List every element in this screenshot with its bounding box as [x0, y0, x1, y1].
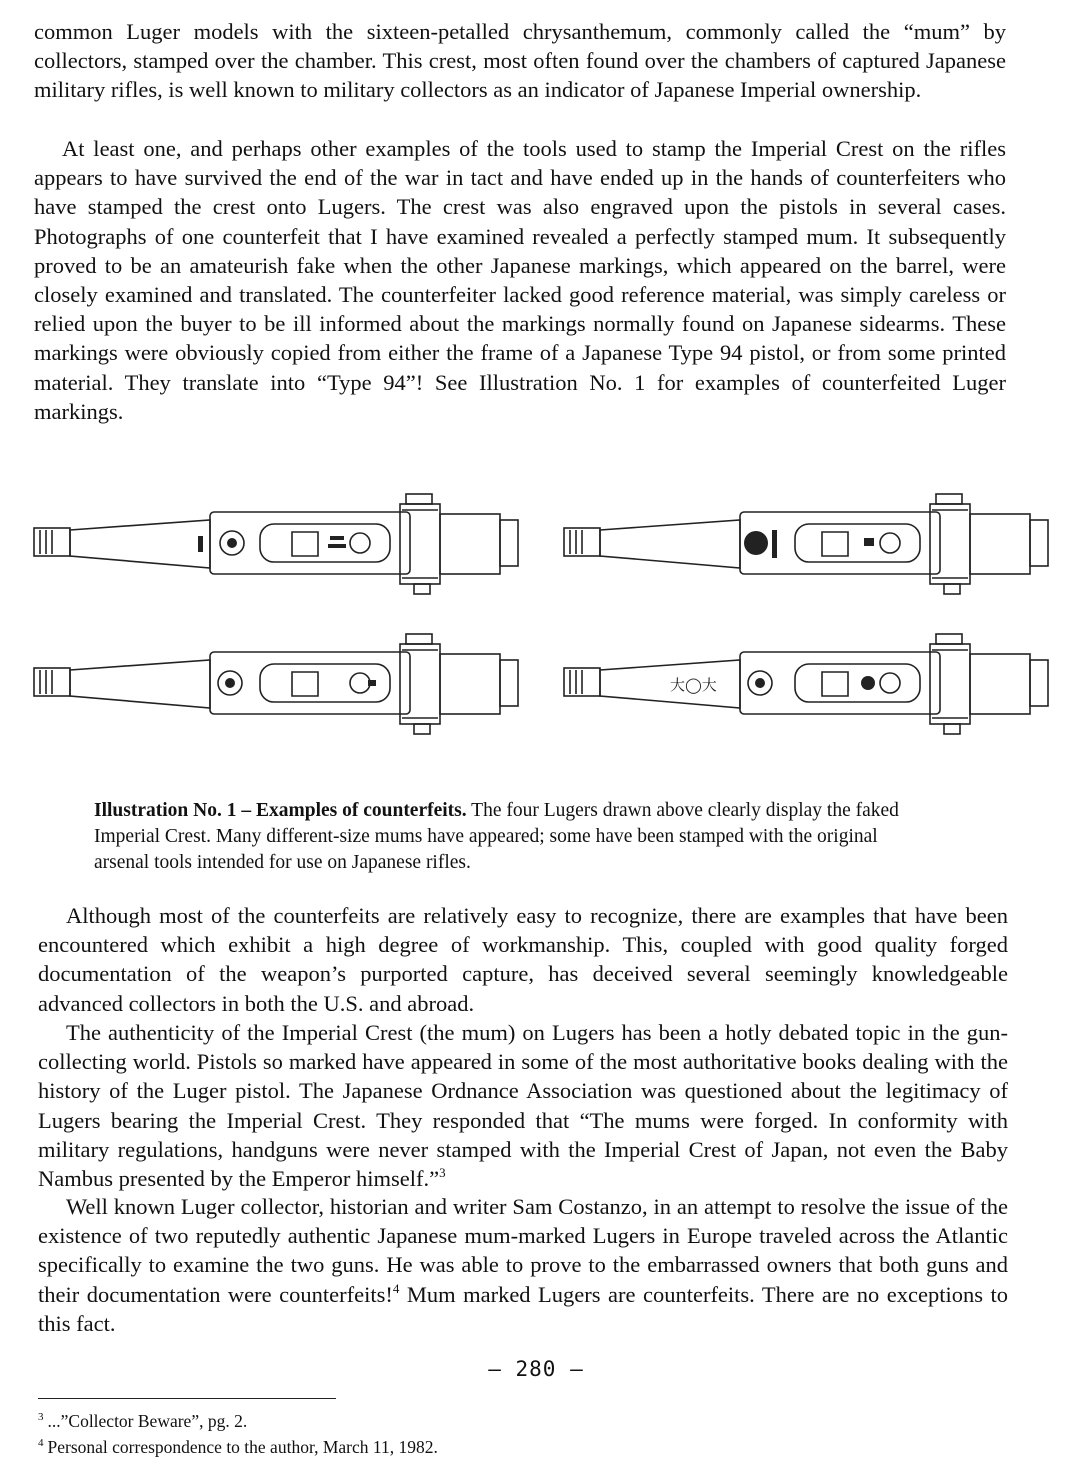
paragraph-5	[38, 1192, 1008, 1338]
luger-drawing-4	[560, 630, 1060, 740]
paragraph-5-text: Well known Luger collector, historian and writer Sam Costanzo, in an attempt to resolve the issue of the existence of two reputedly authentic Japanese mum-marked Lugers in Europe traveled across the Atlantic specifically to examine the two guns. He was able to prove to the embarrassed owners that both guns and their documentation were counterfeits!	[38, 1194, 1008, 1307]
paragraph-2: At least one, and perhaps other examples of the tools used to stamp the Imperial Crest on the rifles appears to have survived the end of the war in tact and have ended up in the hands of counterfeiters who have stamped the crest onto Lugers. The crest was also engraved upon the pistols in several cases. Photographs of one counterfeit that I have examined revealed a perfectly stamped mum. It subsequently proved to be an amateurish fake when the other Japanese markings, which appeared on the barrel, were closely examined and translated. The counterfeiter lacked good reference material, was simply careless or relied upon the buyer to be ill informed about the markings normally found on Japanese sidearms. These markings were obviously copied from either the frame of a Japanese Type 94 pistol, or from some printed material. They translate into “Type 94”! See Illustration No. 1 for examples of counterfeited Luger markings.	[34, 136, 1006, 424]
paragraph-3: Although most of the counterfeits are relatively easy to recognize, there are examples that have been encountered which exhibit a high degree of workmanship. This, coupled with good quality forged documentation of the weapon’s purported capture, has deceived several seemingly knowledgeable advanced collectors in both the U.S. and abroad.	[38, 903, 1008, 1016]
footnote-3	[38, 1410, 247, 1432]
caption-text: The four Lugers drawn above clearly display the faked Imperial Crest. Many different-size mums have appeared; some have been stamped with the original arsenal tools intended for use on Japanese rifles.	[94, 800, 899, 873]
paragraph-4	[38, 1018, 1008, 1193]
paragraph-5-tail: Mum marked Lugers are counterfeits. There are no exceptions to this fact.	[38, 1281, 1008, 1336]
figure-caption	[94, 798, 924, 876]
footnote-4	[38, 1436, 438, 1458]
paragraph-1: common Luger models with the sixteen-petalled chrysanthemum, commonly called the “mum” by collectors, stamped over the chamber. This crest, most often found over the chambers of captured Japanese military rifles, is well known to military collectors as an indicator of Japanese Imperial ownership.	[34, 19, 1006, 103]
footnote-4-text: Personal correspondence to the author, March 11, 1982.	[47, 1437, 438, 1457]
page-number: – 280 –	[488, 1357, 584, 1381]
footnote-3-mark: 3	[38, 1411, 44, 1423]
luger-drawing-1	[30, 490, 530, 600]
caption-title: Illustration No. 1 – Examples of counterfeits.	[94, 800, 467, 821]
footnote-4-mark: 4	[38, 1437, 44, 1449]
paragraph-4-text: The authenticity of the Imperial Crest (the mum) on Lugers has been a hotly debated topic in the gun-collecting world. Pistols so marked have appeared in some of the most authoritative books dealing with the history of the Luger pistol. The Japanese Ordnance Association was questioned about the legitimacy of Lugers bearing the Imperial Crest. They responded that “The mums were forged. In conformity with military regulations, handguns were never stamped with the Imperial Crest of Japan, not even the Baby Nambus presented by the Emperor himself.”	[38, 1020, 1008, 1192]
footnote-ref-4: 4	[392, 1280, 400, 1296]
luger-drawing-3	[30, 630, 530, 740]
footnote-3-text: ...”Collector Beware”, pg. 2.	[47, 1411, 248, 1431]
illustration-lugers	[30, 490, 1060, 730]
luger-drawing-2	[560, 490, 1060, 600]
footnote-ref-3: 3	[439, 1165, 446, 1181]
footnote-divider	[38, 1398, 336, 1399]
luger-4-marking: 大◯大	[670, 676, 717, 694]
